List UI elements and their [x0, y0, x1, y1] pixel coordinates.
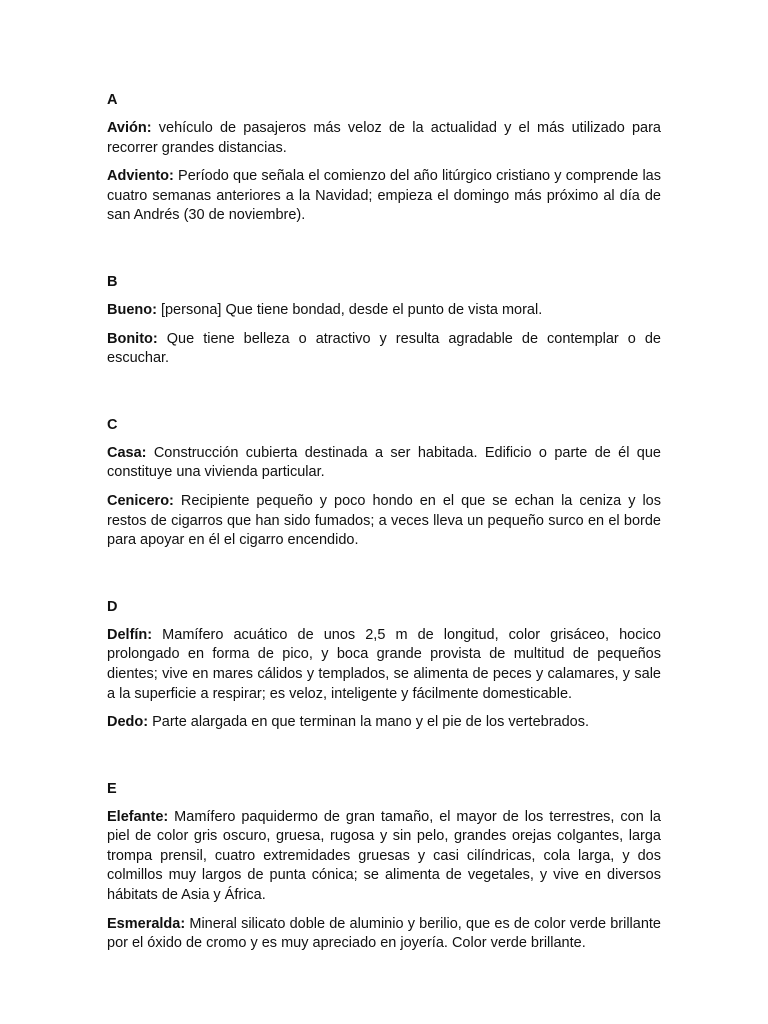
section-letter: B: [107, 273, 118, 290]
entry-term: Avión:: [107, 120, 152, 136]
section-a: [107, 90, 661, 226]
entry-term: Adviento:: [107, 168, 174, 185]
entry-term: Esmeralda:: [107, 915, 186, 932]
entry-definition: Construcción cubierta destinada a ser habitada. Edificio o parte de él que constituye una vivienda particular.: [107, 444, 661, 481]
glossary-entry-elefante: [107, 808, 661, 906]
entry-term: Bueno:: [107, 301, 157, 318]
entry-definition: [persona] Que tiene bondad, desde el punto de vista moral.: [156, 301, 543, 318]
entry-definition: Recipiente pequeño y poco hondo en el que se echan la ceniza y los restos de cigarros que han sido fumados; a veces lleva un pequeño surco en el borde para apoyar en él el cigarro encendido.: [107, 492, 661, 549]
entry-definition: Mamífero paquidermo de gran tamaño, el mayor de los terrestres, con la piel de color gris oscuro, gruesa, rugosa y sin pelo, grandes orejas colgantes, larga trompa prensil, cuatro extremidades gruesas y casi cilíndricas, cola larga, y dos colmillos muy largos de punta cónica; se alimenta de vegetales, y vive en diversos hábitats de Asia y África.: [107, 808, 661, 904]
entry-definition: Mamífero acuático de unos 2,5 m de longitud, color grisáceo, hocico prolongado en forma de pico, y boca grande provista de multitud de pequeños dientes; vive en mares cálidos y templados, se alimenta de peces y calamares, y sale a la superficie a respirar; es veloz, inteligente y fácilmente domesticable.: [107, 626, 661, 702]
glossary-entry-adviento: [107, 167, 661, 226]
glossary-entry-delfin: [107, 626, 661, 704]
glossary-entry-bueno: [107, 301, 661, 321]
entry-term: Bonito:: [107, 330, 158, 347]
section-e: [107, 779, 661, 954]
section-c: [107, 415, 661, 551]
glossary-entry-avion: [107, 119, 661, 158]
entry-term: Elefante:: [107, 808, 169, 825]
entry-definition: Que tiene belleza o atractivo y resulta agradable de contemplar o de escuchar.: [107, 330, 661, 367]
section-d: [107, 597, 661, 733]
glossary-entry-esmeralda: [107, 915, 661, 954]
glossary-entry-bonito: [107, 330, 661, 369]
glossary-entry-dedo: [107, 713, 661, 733]
entry-definition: Parte alargada en que terminan la mano y el pie de los vertebrados.: [148, 714, 589, 731]
entry-term: Casa:: [107, 444, 147, 461]
section-letter: C: [107, 416, 118, 433]
entry-definition: Período que señala el comienzo del año litúrgico cristiano y comprende las cuatro semanas anteriores a la Navidad; empieza el domingo más próximo al día de san Andrés (30 de noviembre).: [107, 168, 661, 224]
glossary-entry-casa: [107, 444, 661, 483]
glossary-entry-cenicero: [107, 492, 661, 551]
section-letter: E: [107, 780, 117, 797]
entry-term: Dedo:: [107, 714, 149, 731]
entry-term: Delfín:: [107, 626, 153, 643]
section-letter: A: [107, 92, 118, 108]
entry-definition: vehículo de pasajeros más veloz de la actualidad y el más utilizado para recorrer grandes distancias.: [107, 120, 661, 156]
section-letter: D: [107, 598, 118, 615]
entry-term: Cenicero:: [107, 492, 174, 509]
entry-definition: Mineral silicato doble de aluminio y berilio, que es de color verde brillante por el óxido de cromo y es muy apreciado en joyería. Color verde brillante.: [107, 915, 661, 952]
section-b: [107, 272, 661, 369]
